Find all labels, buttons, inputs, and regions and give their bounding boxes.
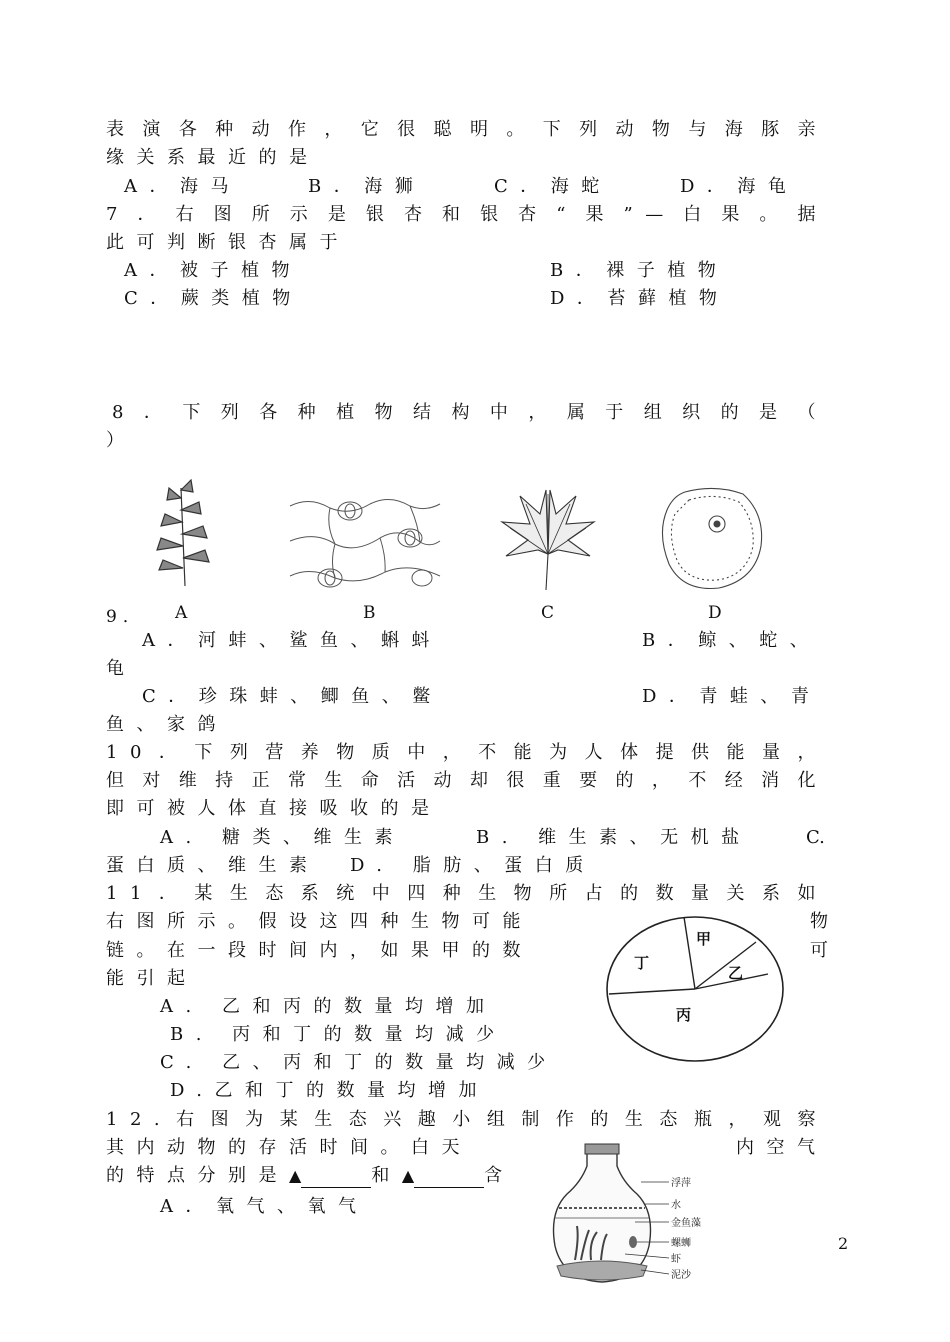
q7-stem-line1: 7．右图所示是银杏和银杏“果”—白果。据 xyxy=(106,204,828,225)
pie-label-ding: 丁 xyxy=(634,954,650,972)
bottle-label-sand: 泥沙 xyxy=(671,1270,691,1281)
ecosystem-bottle-figure xyxy=(545,1142,705,1288)
q6-stem-line1: 表演各种动作，它很聪明。下列动物与海豚亲 xyxy=(106,119,828,140)
q6-option-b: B．海狮 xyxy=(308,176,426,197)
page-number: 2 xyxy=(838,1234,849,1253)
bottle-label-shrimp: 虾 xyxy=(671,1254,681,1265)
q11-option-b: B. 丙和丁的数量均减少 xyxy=(170,1024,507,1045)
q9-number: 9． xyxy=(106,607,146,627)
q8-stem-line1: 8．下列各种植物结构中，属于组织的是（ xyxy=(112,402,828,423)
answer-blank-1[interactable] xyxy=(301,1169,371,1188)
q8-stem-line2: ） xyxy=(106,430,137,451)
answer-marker-2: ▲ xyxy=(401,1166,415,1185)
q12-option-a: A．氧气、氧气 xyxy=(160,1196,369,1217)
pie-figure xyxy=(604,914,786,1064)
q11-stem-line3: 链。在一段时间内，如果甲的数 xyxy=(106,940,533,961)
q12-stem-line3 xyxy=(106,1164,515,1188)
q10-option-b: B. 维生素、无机盐 xyxy=(476,827,752,848)
figure-label-a: A xyxy=(175,603,188,623)
bottle-label-water: 水 xyxy=(671,1200,681,1211)
q9-option-a: A．河蚌、鲨鱼、蝌蚪 xyxy=(142,630,442,651)
q11-stem-line2: 右图所示。假设这四种生物可能 xyxy=(106,911,533,932)
q10-stem-line1: 10．下列营养物质中，不能为人体提供能量， xyxy=(106,742,828,763)
figure-label-c: C xyxy=(541,603,555,623)
q11-stem-line1: 11．某生态系统中四种生物所占的数量关系如 xyxy=(106,883,828,904)
q12-stem-line2: 其内动物的存活时间。白天 xyxy=(106,1137,472,1158)
q12-stem-line1: 12.右图为某生态兴趣小组制作的生态瓶，观察 xyxy=(106,1109,828,1130)
pie-label-yi: 乙 xyxy=(728,964,744,982)
q6-option-c: C．海蛇 xyxy=(494,176,612,197)
figure-b-epidermis-cells xyxy=(290,486,440,596)
q12-stem-line3-text: 的特点分别是 xyxy=(106,1165,289,1186)
q11-stem-line3-end: 可 xyxy=(810,940,828,961)
q10-option-a: A. 糖类、维生素 xyxy=(160,827,405,848)
bottle-label-hornwort: 金鱼藻 xyxy=(671,1218,701,1229)
q11-option-a: A. 乙和丙的数量均增加 xyxy=(160,996,497,1017)
q7-stem-line2: 此可判断银杏属于 xyxy=(106,232,350,253)
q6-stem-line2: 缘关系最近的是 xyxy=(106,147,320,168)
q11-stem-line4: 能引起 xyxy=(106,968,198,989)
figure-label-d: D xyxy=(708,603,722,623)
q12-stem-line3-end: 含 xyxy=(484,1165,515,1186)
q11-option-c: C. 乙、丙和丁的数量均减少 xyxy=(160,1052,558,1073)
q9-option-b: B．鲸、蛇、 xyxy=(642,630,821,651)
q6-option-a: A．海马 xyxy=(124,176,241,197)
bottle-label-duckweed: 浮萍 xyxy=(671,1178,691,1189)
bottle-label-snail: 螺蛳 xyxy=(671,1238,691,1249)
q11-stem-line2-end: 物 xyxy=(810,911,828,932)
q12-stem-line2-end: 内空气 xyxy=(736,1137,828,1158)
q7-option-c: C．蕨类植物 xyxy=(124,288,303,309)
q11-option-d: D.乙和丁的数量均增加 xyxy=(170,1080,490,1101)
figure-d-cell xyxy=(655,484,770,594)
q10-option-c-letter: C. xyxy=(806,827,825,848)
q10-options-line2: 蛋白质、维生素 D. 脂肪、蛋白质 xyxy=(106,855,596,876)
q10-stem-line2: 但对维持正常生命活动却很重要的，不经消化 xyxy=(106,770,828,791)
figure-c-leaf xyxy=(498,484,598,594)
q12-connector: 和 xyxy=(371,1165,402,1186)
q7-option-a: A．被子植物 xyxy=(124,260,302,281)
q10-stem-line3: 即可被人体直接吸收的是 xyxy=(106,798,442,819)
q6-option-d: D．海龟 xyxy=(680,176,799,197)
figure-label-b: B xyxy=(363,603,376,623)
pie-label-bing: 丙 xyxy=(676,1006,692,1024)
q7-option-b: B．裸子植物 xyxy=(550,260,729,281)
answer-blank-2[interactable] xyxy=(414,1169,484,1188)
q9-option-d-cont: 鱼、家鸽 xyxy=(106,714,228,735)
figure-a-plant xyxy=(145,478,225,588)
pie-label-jia: 甲 xyxy=(696,930,712,948)
answer-marker-1: ▲ xyxy=(289,1166,302,1185)
q7-option-d: D．苔藓植物 xyxy=(550,288,730,309)
q9-option-b-cont: 龟 xyxy=(106,658,137,679)
q9-option-d: D．青蛙、青 xyxy=(642,686,822,707)
q9-option-c: C．珍珠蚌、鲫鱼、鳖 xyxy=(142,686,443,707)
